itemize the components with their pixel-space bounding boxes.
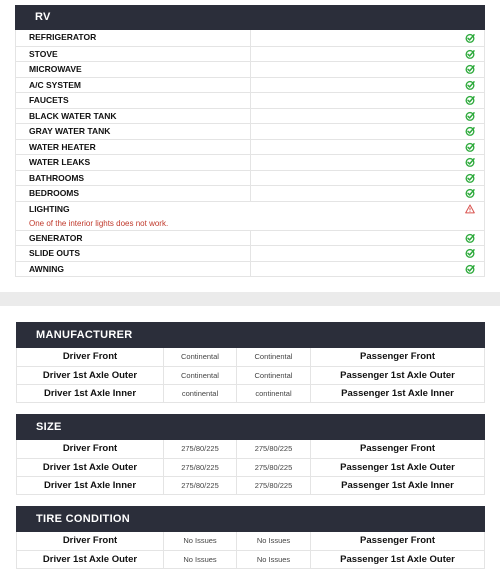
checklist-label: WATER LEAKS [16,155,251,170]
tire-value-right: No Issues [237,532,311,550]
checklist-label: GENERATOR [16,231,251,246]
condition-header: TIRE CONDITION [16,506,485,532]
checklist-label: BATHROOMS [16,171,251,186]
check-icon [456,62,484,77]
checklist-row [16,46,484,62]
checklist-label: WATER HEATER [16,140,251,155]
condition-section [16,506,485,569]
tire-position-right: Passenger 1st Axle Inner [341,388,454,399]
manufacturer-table [16,348,485,403]
tire-row [17,550,484,568]
rv-card [15,5,485,277]
issue-note: One of the interior lights does not work. [29,218,169,228]
check-icon [456,109,484,124]
checklist-label: BLACK WATER TANK [16,109,251,124]
checklist-label: BEDROOMS [16,186,251,201]
check-icon [456,186,484,201]
tire-value-right: 275/80/225 [237,440,311,458]
checklist-row [16,245,484,261]
checklist-row [16,185,484,201]
condition-table [16,532,485,569]
tire-position-right: Passenger Front [360,351,435,362]
tire-value-left: Continental [164,367,237,384]
check-icon [456,262,484,277]
checklist-label: GRAY WATER TANK [16,124,251,139]
check-icon [456,171,484,186]
tire-value-left: 275/80/225 [164,459,237,476]
tire-value-right: continental [237,385,311,402]
tire-row [17,366,484,384]
check-icon [456,93,484,108]
tire-value-left: 275/80/225 [164,440,237,458]
size-section [16,414,485,495]
tire-row [17,440,484,458]
checklist-label: A/C SYSTEM [16,78,251,93]
size-header: SIZE [16,414,485,440]
tire-position-left: Driver 1st Axle Inner [17,385,164,402]
checklist-label: SLIDE OUTS [16,246,251,261]
checklist-row [16,261,484,277]
checklist-row [16,30,484,46]
tire-position-left: Driver Front [17,348,164,366]
tire-position-right: Passenger 1st Axle Inner [341,480,454,491]
manufacturer-section [16,322,485,403]
tire-value-right: Continental [237,367,311,384]
tire-position-right: Passenger 1st Axle Outer [340,462,455,473]
tire-position-left: Driver 1st Axle Inner [17,477,164,494]
tire-position-right: Passenger 1st Axle Outer [340,554,455,565]
tire-position-right: Passenger Front [360,443,435,454]
checklist-label: AWNING [16,262,251,277]
checklist-row [16,108,484,124]
tire-position-left: Driver 1st Axle Outer [17,551,164,568]
tire-row [17,458,484,476]
checklist-label: FAUCETS [16,93,251,108]
tire-position-left: Driver 1st Axle Outer [17,367,164,384]
rv-header: RV [15,5,485,30]
checklist-label: REFRIGERATOR [16,30,251,46]
checklist-label: LIGHTING [29,203,70,214]
tire-value-left: Continental [164,348,237,366]
check-icon [456,124,484,139]
section-divider [0,292,500,306]
tire-row [17,532,484,550]
checklist-row [16,230,484,246]
size-table [16,440,485,495]
tire-card [16,322,485,580]
tire-position-left: Driver 1st Axle Outer [17,459,164,476]
tire-value-right: Continental [237,348,311,366]
checklist-row [16,77,484,93]
rv-checklist [15,30,485,277]
tire-row [17,476,484,494]
check-icon [456,140,484,155]
check-icon [456,47,484,62]
check-icon [456,155,484,170]
manufacturer-header: MANUFACTURER [16,322,485,348]
checklist-row-issue [16,201,484,230]
tire-position-right: Passenger 1st Axle Outer [340,370,455,381]
checklist-row [16,92,484,108]
tire-value-left: 275/80/225 [164,477,237,494]
check-icon [456,30,484,46]
checklist-label: STOVE [16,47,251,62]
check-icon [456,231,484,246]
tire-position-right: Passenger Front [360,535,435,546]
warning-icon [456,202,484,217]
checklist-label: MICROWAVE [16,62,251,77]
tire-value-right: 275/80/225 [237,477,311,494]
checklist-row [16,123,484,139]
check-icon [456,78,484,93]
tire-value-left: No Issues [164,532,237,550]
checklist-row [16,170,484,186]
checklist-row [16,139,484,155]
tire-row [17,348,484,366]
check-icon [456,246,484,261]
tire-row [17,384,484,402]
checklist-row [16,154,484,170]
tire-value-left: No Issues [164,551,237,568]
tire-position-left: Driver Front [17,440,164,458]
tire-position-left: Driver Front [17,532,164,550]
checklist-row [16,61,484,77]
tire-value-left: continental [164,385,237,402]
tire-value-right: 275/80/225 [237,459,311,476]
tire-value-right: No Issues [237,551,311,568]
